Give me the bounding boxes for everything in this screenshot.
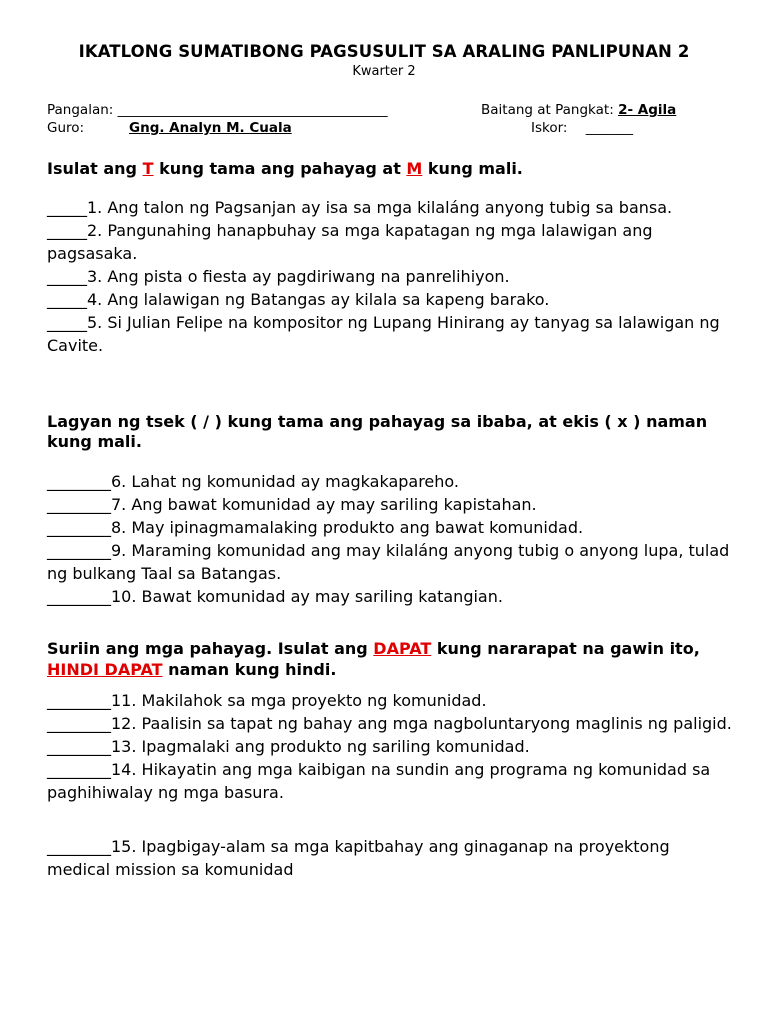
section3-instr-a: Suriin ang mga pahayag. Isulat ang <box>47 639 374 658</box>
list-item: _____5. Si Julian Felipe na kompositor ng Lupang Hinirang ay tanyag sa lalawigan ng Cavite. <box>47 313 720 355</box>
section1-instr-b: kung tama ang pahayag at <box>153 159 407 178</box>
section3-instr-hindi-dapat: HINDI DAPAT <box>47 660 163 679</box>
section3-instr-dapat: DAPAT <box>373 639 432 658</box>
name-label: Pangalan: <box>47 102 114 118</box>
grade-section-field <box>481 102 676 118</box>
section1-instruction <box>47 159 737 179</box>
section3-instr-c: naman kung hindi. <box>162 660 337 679</box>
score-field <box>531 120 633 136</box>
list-item: _____3. Ang pista o fiesta ay pagdiriwang na panrelihiyon. <box>47 267 510 286</box>
score-blank: _______ <box>585 120 634 136</box>
list-item: ________6. Lahat ng komunidad ay magkakapareho. <box>47 472 460 491</box>
section2-items <box>47 470 737 608</box>
teacher-label: Guro: <box>47 120 85 136</box>
grade-label: Baitang at Pangkat: <box>481 102 614 118</box>
section1-instr-c: kung mali. <box>422 159 523 178</box>
section1-items <box>47 196 737 357</box>
name-blank: ________________________________________ <box>117 102 388 118</box>
teacher-value: Gng. Analyn M. Cuala <box>129 120 292 136</box>
score-label: Iskor: <box>531 120 568 136</box>
grade-value: 2- Agila <box>618 102 677 118</box>
page-title: IKATLONG SUMATIBONG PAGSUSULIT SA ARALING PANLIPUNAN 2 <box>78 42 690 61</box>
list-item: ________10. Bawat komunidad ay may sariling katangian. <box>47 587 503 606</box>
list-item: _____4. Ang lalawigan ng Batangas ay kilala sa kapeng barako. <box>47 290 550 309</box>
section2-instruction: Lagyan ng tsek ( / ) kung tama ang pahayag sa ibaba, at ekis ( x ) naman kung mali. <box>47 412 708 451</box>
list-item: ________13. Ipagmalaki ang produkto ng sariling komunidad. <box>47 737 530 756</box>
section3-instr-b: kung nararapat na gawin ito, <box>431 639 700 658</box>
page-subtitle: Kwarter 2 <box>352 64 416 79</box>
section3-instruction <box>47 638 737 680</box>
section3-items <box>47 689 737 804</box>
section1-instr-m: M <box>406 159 423 178</box>
list-item: ________7. Ang bawat komunidad ay may sariling kapistahan. <box>47 495 537 514</box>
list-item: ________12. Paalisin sa tapat ng bahay ang mga nagboluntaryong maglinis ng paligid. <box>47 714 732 733</box>
list-item: ________9. Maraming komunidad ang may kilaláng anyong tubig o anyong lupa, tulad ng bulkang Taal sa Batangas. <box>47 541 730 583</box>
list-item: _____2. Pangunahing hanapbuhay sa mga kapatagan ng mga lalawigan ang pagsasaka. <box>47 221 653 263</box>
section1-instr-a: Isulat ang <box>47 159 143 178</box>
name-field <box>47 102 388 118</box>
list-item: ________14. Hikayatin ang mga kaibigan na sundin ang programa ng komunidad sa paghihiwalay ng mga basura. <box>47 760 711 802</box>
list-item: ________8. May ipinagmamalaking produkto ang bawat komunidad. <box>47 518 584 537</box>
list-item: ________11. Makilahok sa mga proyekto ng komunidad. <box>47 691 487 710</box>
section1-instr-t: T <box>142 159 154 178</box>
list-item: ________15. Ipagbigay-alam sa mga kapitbahay ang ginaganap na proyektong medical mission sa komunidad <box>47 837 670 879</box>
section3-item15 <box>47 835 737 881</box>
list-item: _____1. Ang talon ng Pagsanjan ay isa sa mga kilaláng anyong tubig sa bansa. <box>47 198 673 217</box>
